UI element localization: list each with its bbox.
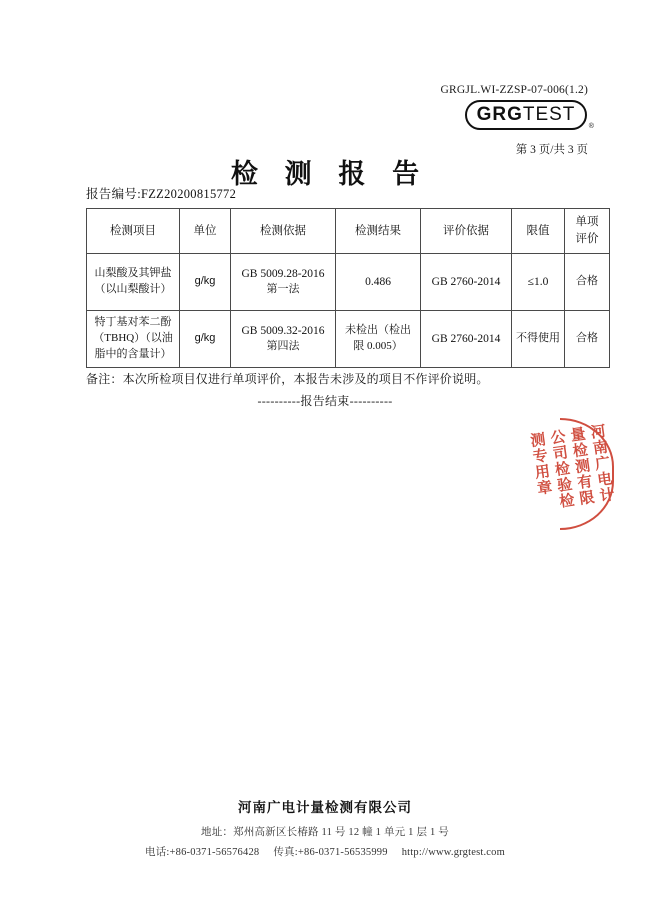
cell-item-line1: 特丁基对苯二酚 bbox=[94, 316, 172, 329]
column-header-limit: 限值 bbox=[512, 209, 565, 254]
page-number: 第 3 页/共 3 页 bbox=[515, 144, 588, 156]
table-row bbox=[87, 311, 610, 368]
cell-basis-line1: GB 5009.32-2016 bbox=[241, 324, 325, 337]
cell-result-line2: 限 0.005） bbox=[353, 340, 403, 352]
company-logo bbox=[464, 100, 595, 130]
column-header-single-evaluation bbox=[565, 209, 610, 254]
report-end-mark: ----------报告结束---------- bbox=[257, 394, 393, 408]
seal-text: 河南广电计量检测有限公司检验检测专用章 bbox=[527, 422, 615, 510]
results-table-wrapper bbox=[86, 208, 599, 368]
document-code: GRGJL.WI-ZZSP-07-006(1.2) bbox=[440, 84, 588, 96]
column-header-evaluation: 评价依据 bbox=[421, 209, 512, 254]
page-title: 检 测 报 告 bbox=[230, 159, 430, 189]
cell-basis-line2: 第四法 bbox=[266, 340, 300, 353]
page-footer bbox=[0, 796, 650, 864]
cell-item bbox=[87, 311, 180, 368]
cell-unit: g/kg bbox=[180, 254, 231, 311]
footer-fax: +86-0371-56535999 bbox=[297, 847, 388, 858]
cell-result-line1: 未检出（检出 bbox=[345, 324, 411, 337]
cell-item-line3: 脂中的含量计） bbox=[94, 347, 172, 360]
cell-basis bbox=[231, 311, 336, 368]
column-header-single-line1: 单项 bbox=[575, 216, 599, 229]
footer-address: 地址：郑州高新区长椿路 11 号 12 幢 1 单元 1 层 1 号 bbox=[201, 827, 449, 838]
cell-unit: g/kg bbox=[180, 311, 231, 368]
cell-single-evaluation: 合格 bbox=[565, 311, 610, 368]
footer-company-name: 河南广电计量检测有限公司 bbox=[238, 800, 412, 815]
footer-phone: +86-0371-56576428 bbox=[169, 847, 260, 858]
cell-item-line2: （以山梨酸计） bbox=[94, 283, 172, 295]
footer-phone-label: 电话: bbox=[145, 847, 170, 858]
logo-main-text: GRG bbox=[476, 104, 523, 125]
results-table bbox=[86, 208, 610, 368]
cell-item bbox=[87, 254, 180, 311]
cell-basis-line1: GB 5009.28-2016 bbox=[241, 267, 325, 280]
cell-result: 0.486 bbox=[336, 254, 421, 311]
remark-text: 备注：本次所检项目仅进行单项评价，本报告未涉及的项目不作评价说明。 bbox=[86, 372, 489, 386]
table-row bbox=[87, 254, 610, 311]
cell-single-evaluation: 合格 bbox=[565, 254, 610, 311]
footer-fax-label: 传真: bbox=[273, 847, 298, 858]
cell-limit: 不得使用 bbox=[512, 311, 565, 368]
footer-website[interactable]: http://www.grgtest.com bbox=[401, 847, 505, 858]
cell-evaluation: GB 2760-2014 bbox=[421, 254, 512, 311]
footer-contact bbox=[0, 844, 650, 859]
column-header-single-line2: 评价 bbox=[575, 233, 599, 245]
column-header-unit: 单位 bbox=[180, 209, 231, 254]
column-header-result: 检测结果 bbox=[336, 209, 421, 254]
cell-evaluation: GB 2760-2014 bbox=[421, 311, 512, 368]
cell-item-line2: （TBHQ）（以油 bbox=[93, 332, 173, 345]
table-header-row bbox=[87, 209, 610, 254]
cell-basis bbox=[231, 254, 336, 311]
report-number: 报告编号:FZZ20200815772 bbox=[86, 187, 237, 201]
logo-sub-text: TEST bbox=[522, 104, 576, 125]
column-header-item: 检测项目 bbox=[87, 209, 180, 254]
cell-limit: ≤1.0 bbox=[512, 254, 565, 311]
registered-mark-icon: ® bbox=[588, 123, 595, 130]
logo-badge bbox=[465, 100, 595, 130]
cell-basis-line2: 第一法 bbox=[266, 283, 300, 296]
column-header-basis: 检测依据 bbox=[231, 209, 336, 254]
cell-result bbox=[336, 311, 421, 368]
official-seal-stamp bbox=[527, 418, 618, 528]
cell-item-line1: 山梨酸及其钾盐 bbox=[94, 267, 172, 280]
